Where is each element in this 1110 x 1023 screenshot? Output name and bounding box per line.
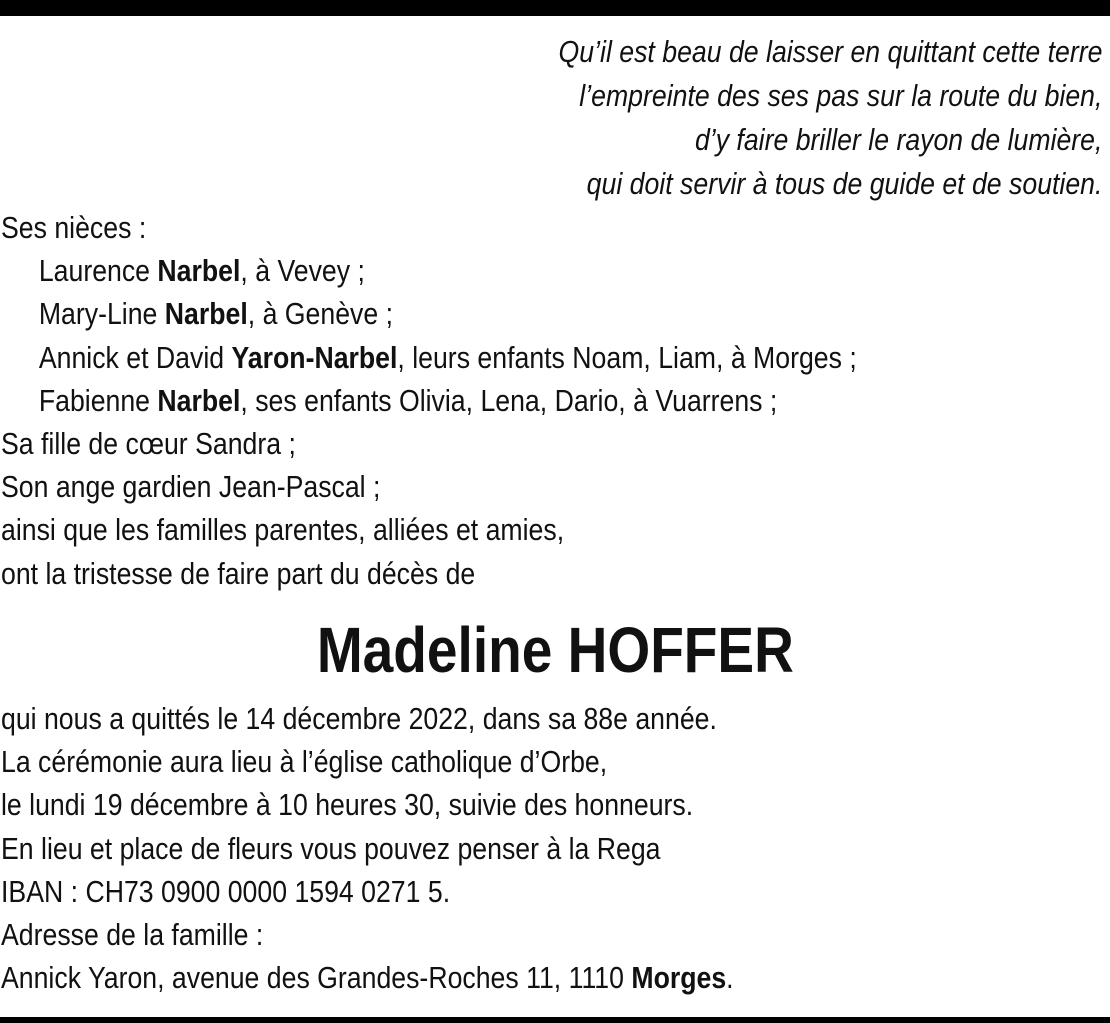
- detail-line: En lieu et place de fleurs vous pouvez penser à la Rega: [1, 830, 661, 866]
- poem-line: qui doit servir à tous de guide et de soutien.: [586, 166, 1102, 201]
- ceremony-details: [1, 697, 734, 999]
- detail-line: qui nous a quittés le 14 décembre 2022, dans sa 88e année.: [1, 701, 717, 736]
- niece-line: Fabienne Narbel, ses enfants Olivia, Lena, Dario, à Vuarrens ;: [38, 382, 778, 418]
- nieces-heading: Ses nièces :: [1, 210, 147, 245]
- detail-line: le lundi 19 décembre à 10 heures 30, suivie des honneurs.: [1, 787, 694, 823]
- family-announcement: [1, 206, 857, 595]
- niece-line: Mary-Line Narbel, à Genève ;: [38, 296, 393, 332]
- family-line: Sa fille de cœur Sandra ;: [1, 426, 296, 462]
- niece-line: Laurence Narbel, à Vevey ;: [38, 253, 365, 289]
- niece-line: Annick et David Yaron-Narbel, leurs enfants Noam, Liam, à Morges ;: [38, 339, 857, 375]
- family-address: Annick Yaron, avenue des Grandes-Roches 11, 1110 Morges.: [1, 960, 734, 996]
- top-rule: [0, 0, 1110, 16]
- detail-line: La cérémonie aura lieu à l’église catholique d’Orbe,: [1, 744, 608, 780]
- poem-line: l’empreinte des ses pas sur la route du bien,: [578, 78, 1102, 113]
- deceased-name: Madeline HOFFER: [316, 614, 794, 686]
- family-line: Son ange gardien Jean-Pascal ;: [1, 469, 381, 505]
- family-line: ainsi que les familles parentes, alliées et amies,: [1, 512, 565, 548]
- detail-line: IBAN : CH73 0900 0000 1594 0271 5.: [1, 873, 451, 909]
- family-line: ont la tristesse de faire part du décès de: [1, 555, 476, 591]
- detail-line: Adresse de la famille :: [1, 917, 264, 953]
- bottom-rule: [0, 1017, 1110, 1023]
- poem-line: d’y faire briller le rayon de lumière,: [694, 122, 1102, 157]
- poem-quote: [558, 30, 1102, 206]
- poem-line: Qu’il est beau de laisser en quittant cette terre: [558, 34, 1102, 69]
